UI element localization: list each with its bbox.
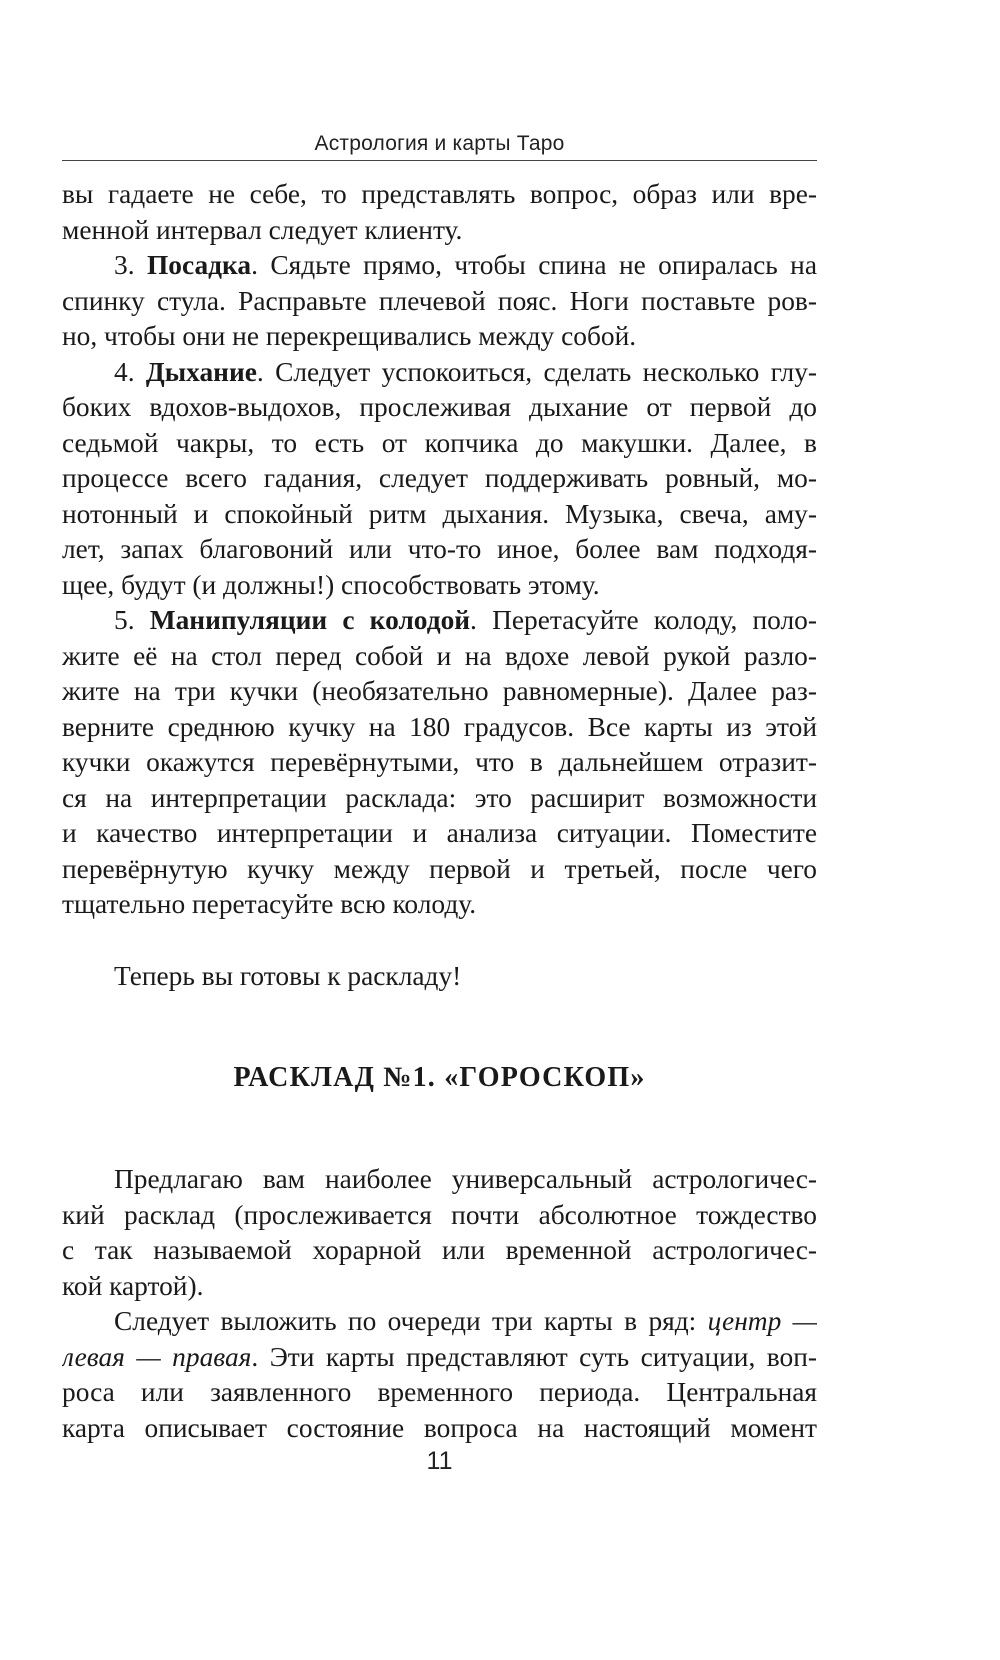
- spacer: [62, 1096, 817, 1132]
- item-term: Дыхание: [145, 356, 257, 387]
- item-term: Посадка: [146, 250, 252, 280]
- ready-statement: Теперь вы готовы к раскладу!: [114, 960, 462, 991]
- text-line: кой картой).: [62, 1270, 204, 1301]
- section-heading: РАСКЛАД №1. «ГОРОСКОП»: [233, 1062, 646, 1093]
- text-line: с так называемой хорарной или временной астрологичес-: [62, 1235, 817, 1265]
- page-number: 11: [426, 1447, 453, 1475]
- text-line: [62, 248, 817, 284]
- text-line: менной интервал следует клиенту.: [62, 214, 463, 245]
- text-line: кий расклад (прослеживается почти абсолютное тождество: [62, 1199, 817, 1230]
- item-number: 5.: [114, 605, 150, 635]
- text-line: спинку стула. Расправьте плечевой пояс. Ноги поставьте ров-: [62, 285, 817, 316]
- list-item-breathing: [62, 355, 817, 604]
- text-line: вы гадаете не себе, то представлять вопрос, образ или вре-: [62, 179, 817, 209]
- item-text: . Сядьте прямо, чтобы спина не опиралась на: [251, 250, 817, 280]
- item-number: 4.: [114, 356, 146, 387]
- text-line: седьмой чакры, то есть от копчика до макушки. Далее, в: [62, 427, 817, 458]
- text-line: и качество интерпретации и анализа ситуации. Поместите: [62, 818, 817, 848]
- text-line: карта описывает состояние вопроса на настоящий момент: [62, 1412, 817, 1443]
- italic-term: центр —: [707, 1306, 817, 1336]
- text-line: жите её на стол перед собой и на вдохе левой рукой разло-: [62, 640, 817, 671]
- spacer: [62, 1132, 817, 1162]
- text-line: нотонный и спокойный ритм дыхания. Музыка, свеча, аму-: [62, 498, 817, 529]
- text-line: тщательно перетасуйте всю колоду.: [62, 889, 477, 919]
- item-term: Манипуляции с колодой: [149, 605, 471, 635]
- text-line: верните среднюю кучку на 180 градусов. Все карты из этой: [62, 711, 817, 742]
- text-line: [62, 1340, 817, 1376]
- text-line: роса или заявленного временного периода. Центральная: [62, 1377, 817, 1407]
- text-line: [62, 603, 817, 639]
- text-line: Предлагаю вам наиболее универсальный астрологичес-: [114, 1164, 817, 1194]
- book-page: [62, 0, 817, 1660]
- item-text: . Перетасуйте колоду, поло-: [470, 605, 817, 635]
- list-item-posture: [62, 248, 817, 355]
- spacer: [62, 1030, 817, 1060]
- text-line: но, чтобы они не перекрещивались между собой.: [62, 321, 637, 351]
- header-rule: [62, 160, 817, 161]
- text-line: [62, 355, 817, 391]
- text-line: жите на три кучки (необязательно равномерные). Далее раз-: [62, 676, 817, 706]
- text-line: лет, запах благовоний или что-то иное, более вам подходя-: [62, 534, 817, 564]
- text-span: . Эти карты представляют суть ситуации, воп-: [251, 1341, 817, 1372]
- item-text: . Следует успокоиться, сделать несколько глу-: [256, 356, 817, 387]
- spacer: [62, 994, 817, 1030]
- text-line: боких вдохов-выдохов, прослеживая дыхание от первой до: [62, 392, 817, 422]
- italic-term: левая — правая: [62, 1341, 252, 1372]
- paragraph-intro: [62, 1162, 817, 1304]
- page-body: [62, 177, 817, 1446]
- spacer: [62, 923, 817, 959]
- item-number: 3.: [114, 250, 147, 280]
- paragraph-layout-instructions: [62, 1304, 817, 1446]
- text-line: кучки окажутся перевёрнутыми, что в дальнейшем отразит-: [62, 747, 817, 777]
- text-line: процессе всего гадания, следует поддерживать ровный, мо-: [62, 463, 817, 493]
- running-head: Астрология и карты Таро: [314, 132, 565, 155]
- text-line: перевёрнутую кучку между первой и третьей, после чего: [62, 853, 817, 884]
- text-span: Следует выложить по очереди три карты в ряд:: [114, 1306, 708, 1336]
- text-line: [62, 1304, 817, 1340]
- text-line: щее, будут (и должны!) способствовать этому.: [62, 569, 600, 600]
- list-item-deck-manipulation: [62, 603, 817, 923]
- paragraph-continuation: [62, 177, 817, 248]
- text-line: ся на интерпретации расклада: это расширит возможности: [62, 782, 817, 813]
